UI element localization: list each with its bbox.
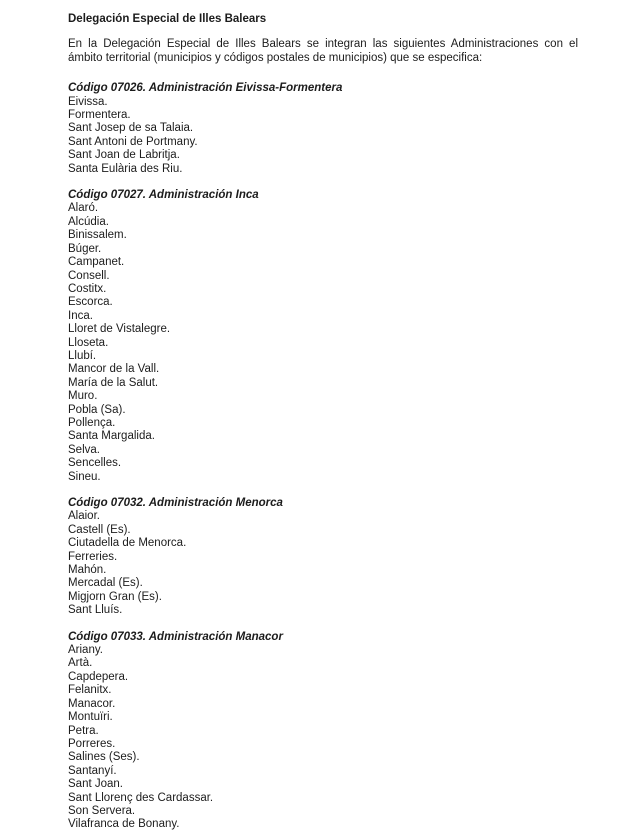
municipality-line: María de la Salut. <box>68 376 159 389</box>
municipality-line: Lloseta. <box>68 336 109 349</box>
municipality-line: Mercadal (Es). <box>68 577 143 590</box>
municipality-line: Santa Margalida. <box>68 430 155 443</box>
section-heading: Código 07033. Administración Manacor <box>68 630 283 643</box>
municipality-line: Ferreries. <box>68 550 118 563</box>
municipality-line: Montuïri. <box>68 711 113 724</box>
intro-paragraph: En la Delegación Especial de Illes Balears se integran las siguientes Administraciones con el ámbito territorial (municipios y códigos postales de municipios) que se especifica: <box>68 38 578 64</box>
municipality-line: Muro. <box>68 390 98 403</box>
municipality-line: Pobla (Sa). <box>68 403 126 416</box>
administration-section <box>68 631 582 831</box>
municipality-line: Sant Joan. <box>68 778 123 791</box>
municipality-line: Sant Lluís. <box>68 604 123 617</box>
sections-container <box>68 82 582 831</box>
municipality-line: Alaior. <box>68 510 100 523</box>
administration-section <box>68 189 582 484</box>
municipality-list <box>68 96 582 176</box>
municipality-line: Santa Eulària des Riu. <box>68 162 183 175</box>
municipality-line: Pollença. <box>68 416 116 429</box>
municipality-line: Artà. <box>68 657 93 670</box>
municipality-line: Ciutadella de Menorca. <box>68 537 187 550</box>
section-heading: Código 07032. Administración Menorca <box>68 497 283 509</box>
municipality-line: Sant Joan de Labritja. <box>68 149 180 162</box>
municipality-list <box>68 510 582 617</box>
municipality-line: Escorca. <box>68 296 113 309</box>
municipality-line: Vilafranca de Bonany. <box>68 818 180 831</box>
municipality-line: Petra. <box>68 724 99 737</box>
municipality-line: Sencelles. <box>68 457 122 470</box>
municipality-line: Sant Llorenç des Cardassar. <box>68 791 214 804</box>
municipality-line: Binissalem. <box>68 229 127 242</box>
municipality-line: Castell (Es). <box>68 523 131 536</box>
municipality-list <box>68 644 582 831</box>
section-heading: Código 07027. Administración Inca <box>68 189 259 202</box>
municipality-line: Llubí. <box>68 349 97 362</box>
municipality-line: Sineu. <box>68 470 101 483</box>
municipality-line: Consell. <box>68 269 110 282</box>
municipality-line: Manacor. <box>68 697 116 710</box>
municipality-line: Sant Josep de sa Talaia. <box>68 122 194 135</box>
municipality-line: Son Servera. <box>68 804 136 817</box>
municipality-line: Migjorn Gran (Es). <box>68 590 162 603</box>
municipality-line: Campanet. <box>68 256 125 269</box>
municipality-line: Santanyí. <box>68 764 117 777</box>
municipality-line: Porreres. <box>68 737 116 750</box>
municipality-line: Mahón. <box>68 564 107 577</box>
municipality-line: Formentera. <box>68 109 131 122</box>
municipality-line: Ariany. <box>68 644 103 657</box>
section-heading: Código 07026. Administración Eivissa-Formentera <box>68 82 343 95</box>
municipality-line: Selva. <box>68 443 100 456</box>
administration-section <box>68 82 582 176</box>
municipality-line: Alaró. <box>68 202 99 215</box>
municipality-line: Búger. <box>68 242 102 255</box>
page-title: Delegación Especial de Illes Balears <box>68 13 267 25</box>
municipality-line: Mancor de la Vall. <box>68 363 160 376</box>
municipality-line: Eivissa. <box>68 95 108 108</box>
municipality-line: Felanitx. <box>68 684 112 697</box>
municipality-line: Sant Antoni de Portmany. <box>68 135 198 148</box>
administration-section <box>68 497 582 618</box>
municipality-line: Inca. <box>68 309 93 322</box>
municipality-line: Lloret de Vistalegre. <box>68 323 171 336</box>
municipality-list <box>68 202 582 484</box>
municipality-line: Capdepera. <box>68 670 129 683</box>
municipality-line: Salines (Ses). <box>68 751 140 764</box>
municipality-line: Alcúdia. <box>68 215 109 228</box>
municipality-line: Costitx. <box>68 282 107 295</box>
